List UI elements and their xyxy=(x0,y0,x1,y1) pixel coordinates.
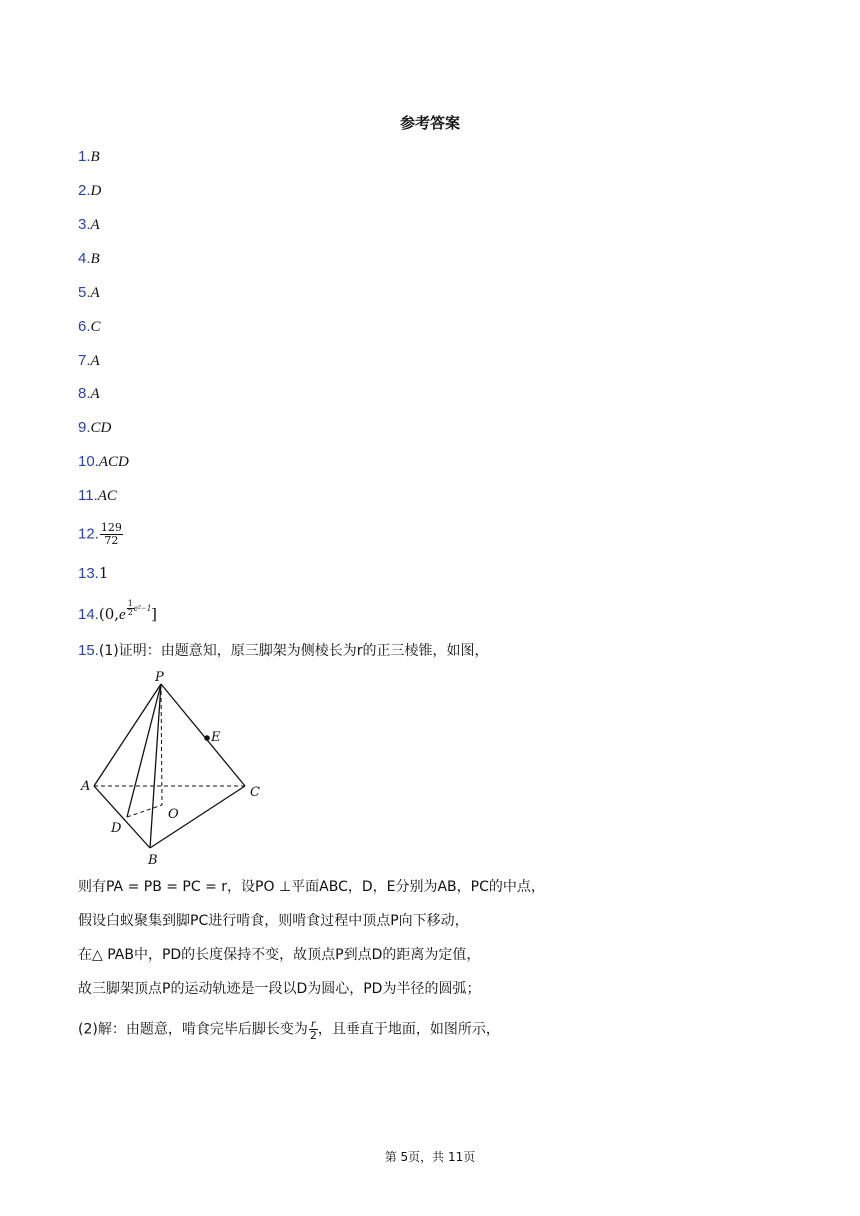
edge-AB xyxy=(94,786,150,848)
answer-5 xyxy=(78,283,100,303)
answer-number: 9. xyxy=(78,419,91,436)
answer-4 xyxy=(78,249,100,269)
fraction-denominator: 72 xyxy=(104,534,119,547)
answer-value: AC xyxy=(97,488,117,504)
answer-value: D xyxy=(90,183,102,199)
q15-text-post: ，且垂直于地面，如图所示， xyxy=(317,1021,500,1038)
answer-value: A xyxy=(90,353,100,369)
edge-BC xyxy=(150,786,245,848)
label-C: C xyxy=(250,785,260,800)
exponent xyxy=(126,599,152,617)
answer-value: A xyxy=(90,217,100,233)
label-D: D xyxy=(111,821,122,836)
fraction-denominator: 2 xyxy=(309,1029,317,1042)
edge-PB xyxy=(150,684,161,848)
label-E: E xyxy=(211,730,221,745)
q15-line-4: 在△ PAB中，PD的长度保持不变，故顶点P到点D的距离为定值， xyxy=(78,947,481,963)
answer-value: A xyxy=(90,386,100,402)
interval-close: ] xyxy=(151,605,157,623)
answer-3 xyxy=(78,215,100,235)
answer-12 xyxy=(78,522,123,547)
answer-2 xyxy=(78,181,101,201)
answer-number: 12. xyxy=(78,525,99,543)
answer-number: 7. xyxy=(78,352,91,369)
answer-value: CD xyxy=(90,420,112,436)
page-footer: 第 5页，共 11页 xyxy=(384,1150,476,1164)
answer-13 xyxy=(78,563,108,584)
edge-PA xyxy=(94,684,161,786)
answer-number: 13. xyxy=(78,565,99,582)
answer-value: C xyxy=(90,319,101,335)
exp-rest: e²−1 xyxy=(133,603,152,613)
label-A: A xyxy=(81,779,91,794)
height-PO-dashed xyxy=(161,684,162,805)
tetrahedron-figure xyxy=(78,668,278,872)
point-E xyxy=(204,735,210,741)
q15-line-3: 假设白蚁聚集到脚PC进行啃食，则啃食过程中顶点P向下移动， xyxy=(78,913,469,929)
q15-text-pre: (2)解：由题意，啃食完毕后脚长变为 xyxy=(78,1021,308,1038)
answer-number: 6. xyxy=(78,318,91,335)
segment-DO-dashed xyxy=(127,805,162,817)
answer-8 xyxy=(78,384,100,404)
answer-value: ACD xyxy=(98,454,129,470)
answer-number: 5. xyxy=(78,284,91,301)
answer-number: 1. xyxy=(78,148,91,165)
exp-base: e xyxy=(119,607,126,623)
answer-10 xyxy=(78,452,129,472)
fraction-numerator: 129 xyxy=(100,521,122,534)
answer-number: 11. xyxy=(78,487,98,504)
answer-7 xyxy=(78,351,100,371)
answer-1 xyxy=(78,147,100,167)
label-O: O xyxy=(168,807,179,822)
answer-value: A xyxy=(90,285,100,301)
answer-value: B xyxy=(90,149,100,165)
fraction xyxy=(100,522,123,547)
q15-line-1 xyxy=(78,641,488,661)
label-P: P xyxy=(155,670,164,685)
answer-number: 4. xyxy=(78,250,91,267)
answer-6 xyxy=(78,317,101,337)
interval-open: (0, xyxy=(98,605,120,623)
edge-PC xyxy=(161,684,245,786)
answer-number: 8. xyxy=(78,385,91,402)
q15-line-2: 则有PA = PB = PC = r，设PO ⊥平面ABC，D，E分别为AB，PC的中点， xyxy=(78,879,545,895)
page-title: 参考答案 xyxy=(399,114,460,132)
answer-11 xyxy=(78,486,117,506)
exp-num: 1 xyxy=(127,599,133,608)
answer-9 xyxy=(78,418,111,438)
answer-number: 10. xyxy=(78,453,99,470)
answer-value: 1 xyxy=(98,564,109,582)
exp-den: 2 xyxy=(127,608,133,617)
q15-line-5: 故三脚架顶点P的运动轨迹是一段以D为圆心，PD为半径的圆弧； xyxy=(78,981,481,997)
answer-number: 14. xyxy=(78,606,99,623)
label-B: B xyxy=(148,853,158,868)
answer-number: 2. xyxy=(78,182,91,199)
fraction-numerator: r xyxy=(309,1017,318,1030)
q15-line-6 xyxy=(78,1017,500,1042)
answer-14 xyxy=(78,599,157,627)
answer-number: 3. xyxy=(78,216,91,233)
answer-number: 15. xyxy=(78,642,99,659)
q15-text: (1)证明：由题意知，原三脚架为侧棱长为r的正三棱锥，如图， xyxy=(98,643,489,659)
answer-value: B xyxy=(90,251,100,267)
